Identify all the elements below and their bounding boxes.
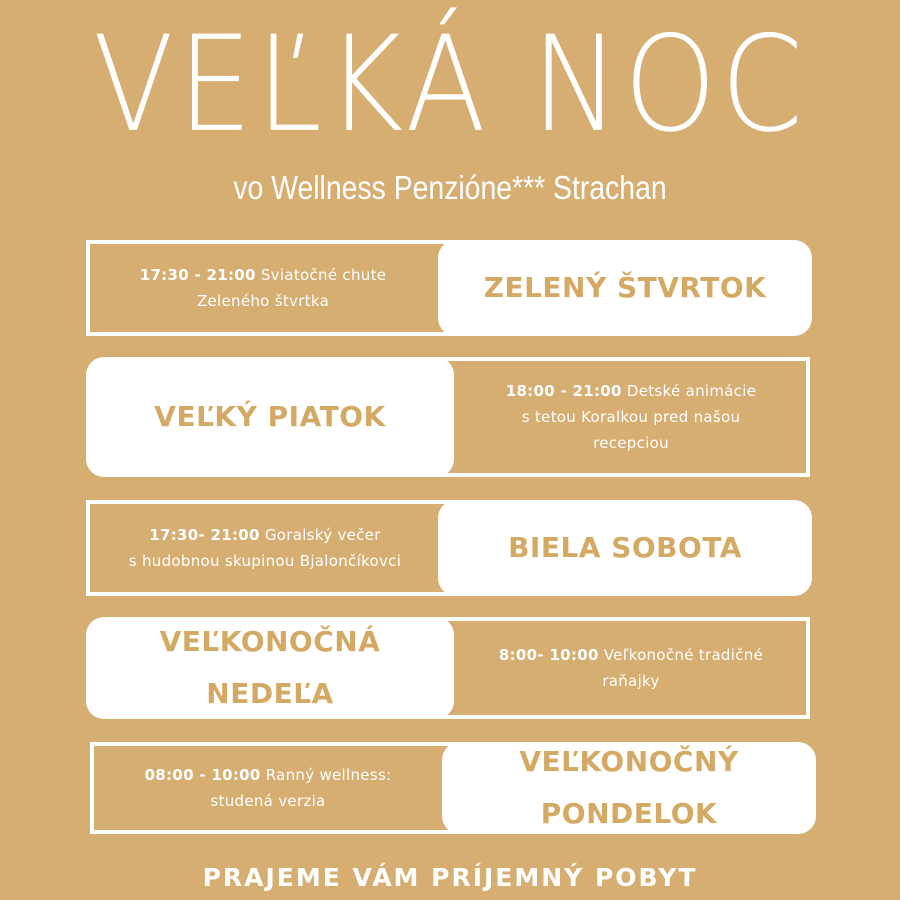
event-desc-line2: s hudobnou skupinou Bjalončíkovci [128, 552, 402, 570]
event-desc-line1: Sviatočné chute [260, 266, 387, 284]
event-time: 08:00 - 10:00 [144, 766, 261, 784]
day-name-line2: PONDELOK [540, 797, 718, 830]
day-name: ZELENÝ ŠTVRTOK [483, 271, 767, 304]
event-description [90, 504, 440, 592]
event-desc-line1: Detské animácie [626, 382, 757, 400]
page-subtitle: vo Wellness Penzióne*** Strachan [233, 169, 667, 206]
event-time: 17:30- 21:00 [149, 526, 260, 544]
day-label-pill [438, 240, 812, 336]
day-label-pill [86, 617, 454, 719]
day-name: BIELA SOBOTA [508, 531, 742, 564]
event-desc-line1: Ranný wellness: [265, 766, 392, 784]
day-label-pill [438, 500, 812, 596]
event-description [456, 621, 806, 715]
event-time: 18:00 - 21:00 [505, 382, 622, 400]
event-description [456, 361, 806, 473]
event-desc-line1: Veľkonočné tradičné [603, 646, 764, 664]
event-desc-line2: s tetou Koralkou pred našou [521, 408, 741, 426]
event-desc-line2: Zeleného štvrtka [196, 292, 330, 310]
event-desc-line2: raňajky [602, 672, 660, 690]
event-desc-line3: recepciou [593, 434, 669, 452]
event-desc-line1: Goralský večer [264, 526, 381, 544]
day-label-pill [86, 357, 454, 477]
event-time: 8:00- 10:00 [498, 646, 599, 664]
event-desc-line2: studená verzia [210, 792, 326, 810]
day-name-line2: NEDEĽA [206, 677, 334, 710]
event-time: 17:30 - 21:00 [139, 266, 256, 284]
event-description [90, 244, 436, 332]
footer-greeting: PRAJEME VÁM PRÍJEMNÝ POBYT [202, 863, 698, 892]
day-name-line1: VEĽKONOČNÁ [159, 625, 381, 658]
day-name-line1: VEĽKONOČNÝ [519, 745, 739, 778]
page-title: VEĽKÁ NOC [92, 6, 808, 162]
day-label-pill [442, 742, 816, 834]
event-description [94, 746, 442, 830]
day-name: VEĽKÝ PIATOK [154, 400, 386, 433]
